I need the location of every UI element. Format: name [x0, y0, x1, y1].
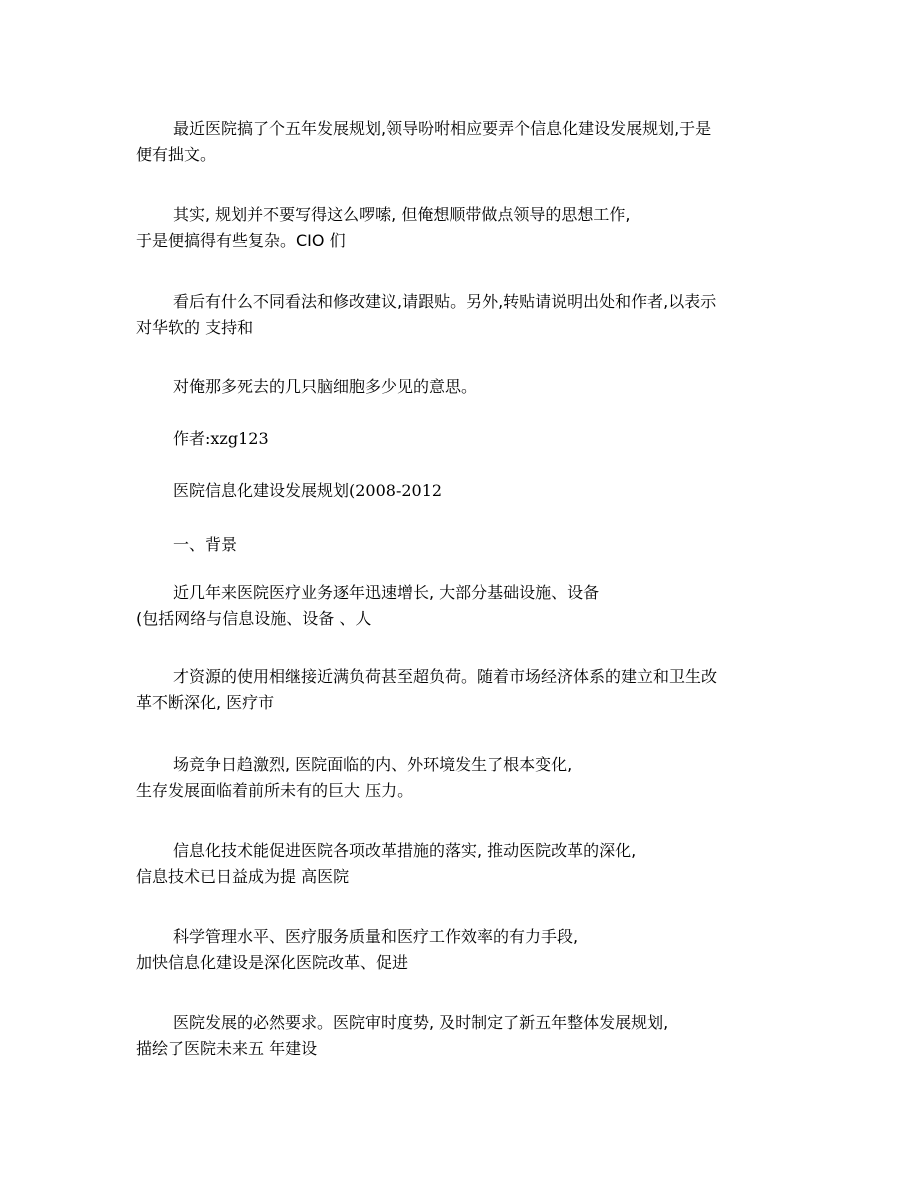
- document-title: [136, 478, 796, 504]
- paragraph-background-3: [136, 752, 796, 804]
- text-line: 看后有什么不同看法和修改建议,请跟贴。另外,转贴请说明出处和作者,以表示: [173, 292, 717, 311]
- text-line: 对华软的 支持和: [136, 318, 254, 337]
- section-heading: [136, 532, 796, 558]
- text-line: 信息技术已日益成为提 高医院: [136, 867, 350, 886]
- paragraph-background-4: [136, 838, 796, 890]
- paragraph-request: [136, 289, 796, 341]
- text-line: (包括网络与信息设施、设备 、人: [136, 609, 372, 628]
- text-line: 其实, 规划并不要写得这么啰嗦, 但俺想顺带做点领导的思想工作,: [173, 205, 631, 224]
- paragraph-background-2: [136, 664, 796, 716]
- title-line: 医院信息化建设发展规划(2008-2012: [173, 481, 443, 500]
- text-line: 才资源的使用相继接近满负荷甚至超负荷。随着市场经济体系的建立和卫生改: [173, 667, 718, 686]
- text-line: 近几年来医院医疗业务逐年迅速增长, 大部分基础设施、设备: [173, 583, 600, 602]
- text-line: 对俺那多死去的几只脑细胞多少见的意思。: [173, 377, 478, 396]
- paragraph-note: [136, 202, 796, 254]
- text-line: 加快信息化建设是深化医院改革、促进: [136, 953, 409, 972]
- paragraph-background-5: [136, 924, 796, 976]
- text-line: 描绘了医院未来五 年建设: [136, 1039, 318, 1058]
- text-line: 场竞争日趋激烈, 医院面临的内、外环境发生了根本变化,: [173, 755, 573, 774]
- text-line: 革不断深化, 医疗市: [136, 693, 275, 712]
- text-line: 便有拙文。: [136, 145, 217, 164]
- text-line: 信息化技术能促进医院各项改革措施的落实, 推动医院改革的深化,: [173, 841, 637, 860]
- text-line: 生存发展面临着前所未有的巨大 压力。: [136, 781, 414, 800]
- text-line: 医院发展的必然要求。医院审时度势, 及时制定了新五年整体发展规划,: [173, 1013, 669, 1032]
- text-line: 科学管理水平、医疗服务质量和医疗工作效率的有力手段,: [173, 927, 579, 946]
- paragraph-author: [136, 426, 796, 452]
- text-line: 最近医院搞了个五年发展规划,领导吩咐相应要弄个信息化建设发展规划,于是: [173, 119, 712, 138]
- paragraph-intro: [136, 116, 796, 168]
- heading-line: 一、背景: [173, 535, 238, 554]
- text-line: 于是便搞得有些复杂。CIO 们: [136, 231, 346, 250]
- paragraph-background-1: [136, 580, 796, 632]
- paragraph-thanks: [136, 374, 796, 400]
- author-line: 作者:xzg123: [173, 429, 269, 448]
- paragraph-background-6: [136, 1010, 796, 1062]
